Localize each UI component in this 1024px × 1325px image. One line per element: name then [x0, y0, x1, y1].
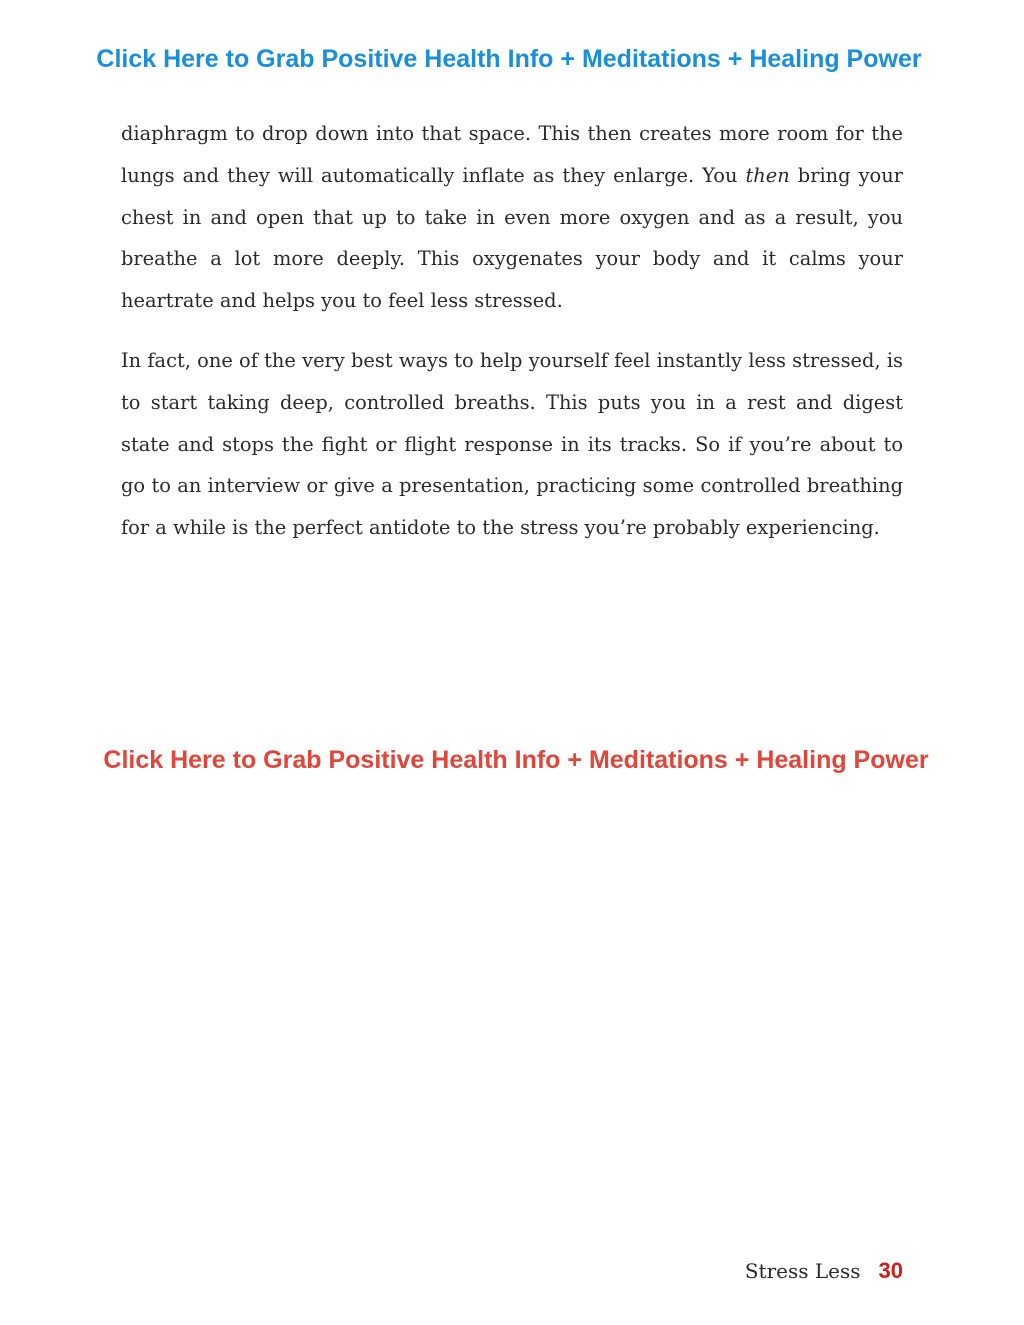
body-text	[121, 113, 903, 567]
promo-link-bottom[interactable]: Click Here to Grab Positive Health Info + Meditations + Healing Power	[103, 746, 929, 774]
paragraph-1-part-2: bring your chest in and open that up to take in even more oxygen and as a result, you breathe a lot more deeply. This oxygenates your body and it calms your heartrate and helps you to feel less stressed.	[121, 163, 903, 313]
page-number: 30	[878, 1258, 903, 1283]
paragraph-2: In fact, one of the very best ways to help yourself feel instantly less stressed, is to start taking deep, controlled breaths. This puts you in a rest and digest state and stops the fight or flight response in its tracks. So if you’re about to go to an interview or give a presentation, practicing some controlled breathing for a while is the perfect antidote to the stress you’re probably experiencing.	[121, 348, 903, 540]
paragraph-1-part-1: diaphragm to drop down into that space. This then creates more room for the lungs and they will automatically inflate as they enlarge. You	[121, 122, 903, 187]
page-footer	[745, 1256, 903, 1286]
paragraph-1-emphasis: then	[745, 163, 790, 187]
paragraph-1	[121, 113, 903, 322]
book-title: Stress Less	[744, 1259, 861, 1283]
promo-link-top[interactable]: Click Here to Grab Positive Health Info + Meditations + Healing Power	[96, 45, 922, 73]
